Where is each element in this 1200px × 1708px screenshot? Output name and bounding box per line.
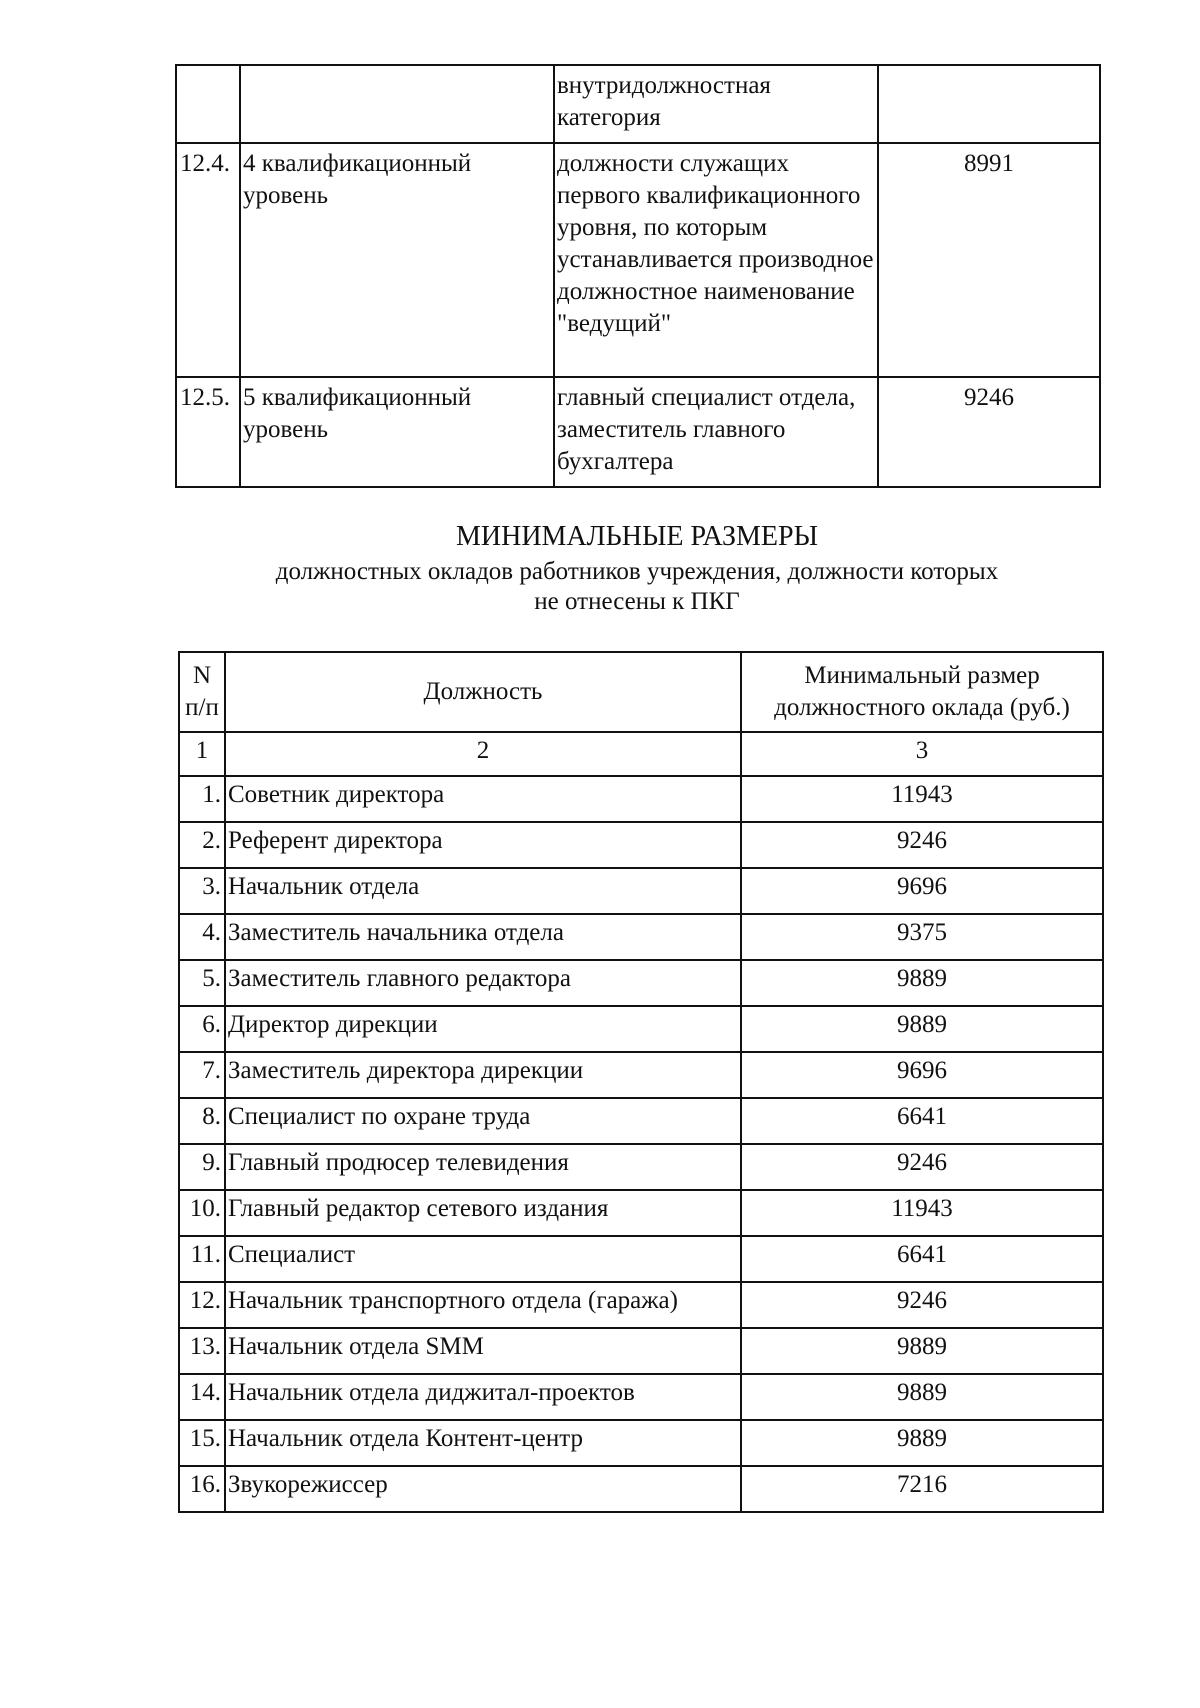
salary-cell: 9246 — [878, 377, 1100, 487]
section-subtitle-line1: должностных окладов работников учреждения, должности которых — [275, 558, 999, 585]
row-number-cell: 11. — [179, 1236, 225, 1282]
table-row — [179, 1190, 1103, 1236]
position-cell: Специалист — [225, 1236, 741, 1282]
table-row — [179, 1006, 1103, 1052]
table-row — [179, 914, 1103, 960]
position-cell: Заместитель начальника отдела — [225, 914, 741, 960]
position-cell: Заместитель главного редактора — [225, 960, 741, 1006]
row-number-cell: 12.5. — [176, 377, 240, 487]
table-row — [176, 377, 1100, 487]
table-row — [179, 1328, 1103, 1374]
salary-cell: 9889 — [741, 960, 1103, 1006]
positions-cell: должности служащих первого квалификационного уровня, по которым устанавливается производное должностное наименование "ведущий" — [554, 143, 878, 377]
row-number-cell: 12. — [179, 1282, 225, 1328]
table-row — [179, 1282, 1103, 1328]
salary-cell: 9889 — [741, 1374, 1103, 1420]
row-number-cell: 15. — [179, 1420, 225, 1466]
salaries-table-body — [179, 776, 1103, 1512]
salary-cell: 9889 — [741, 1006, 1103, 1052]
salary-cell: 11943 — [741, 1190, 1103, 1236]
positions-cell: главный специалист отдела, заместитель главного бухгалтера — [554, 377, 878, 487]
position-cell: Директор дирекции — [225, 1006, 741, 1052]
row-number-cell: 7. — [179, 1052, 225, 1098]
table-row — [179, 1144, 1103, 1190]
qualification-levels-table — [175, 64, 1101, 488]
table-row — [179, 822, 1103, 868]
row-number-cell: 4. — [179, 914, 225, 960]
table-row — [179, 1374, 1103, 1420]
salary-cell: 9375 — [741, 914, 1103, 960]
positions-cell: внутридолжностная категория — [554, 65, 878, 143]
salary-cell: 9246 — [741, 1282, 1103, 1328]
row-number-cell: 10. — [179, 1190, 225, 1236]
salary-cell: 7216 — [741, 1466, 1103, 1512]
column-index-3: 3 — [741, 732, 1103, 776]
table-row — [176, 143, 1100, 377]
position-cell: Референт директора — [225, 822, 741, 868]
row-number-cell: 1. — [179, 776, 225, 822]
salary-cell: 11943 — [741, 776, 1103, 822]
table-row — [176, 65, 1100, 143]
header-number: N п/п — [179, 652, 225, 732]
header-salary: Минимальный размер должностного оклада (руб.) — [741, 652, 1103, 732]
salary-cell: 9246 — [741, 822, 1103, 868]
table-row — [179, 1098, 1103, 1144]
position-cell: Начальник отдела диджитал-проектов — [225, 1374, 741, 1420]
row-number-cell: 9. — [179, 1144, 225, 1190]
salary-cell — [878, 65, 1100, 143]
table-row — [179, 960, 1103, 1006]
row-number-cell: 2. — [179, 822, 225, 868]
row-number-cell: 16. — [179, 1466, 225, 1512]
section-subtitle-line2: не отнесены к ПКГ — [534, 588, 740, 615]
table-row — [179, 1420, 1103, 1466]
position-cell: Начальник отдела SMM — [225, 1328, 741, 1374]
position-cell: Начальник транспортного отдела (гаража) — [225, 1282, 741, 1328]
table-row — [179, 1466, 1103, 1512]
salary-cell: 9246 — [741, 1144, 1103, 1190]
salary-cell: 6641 — [741, 1098, 1103, 1144]
header-position: Должность — [225, 652, 741, 732]
table-row — [179, 868, 1103, 914]
position-cell: Заместитель директора дирекции — [225, 1052, 741, 1098]
salary-cell: 9696 — [741, 1052, 1103, 1098]
table-row — [179, 776, 1103, 822]
column-index-row — [179, 732, 1103, 776]
position-cell: Главный продюсер телевидения — [225, 1144, 741, 1190]
column-index-2: 2 — [225, 732, 741, 776]
table-header-row — [179, 652, 1103, 732]
position-cell: Начальник отдела — [225, 868, 741, 914]
table-row — [179, 1236, 1103, 1282]
level-cell: 4 квалификационный уровень — [240, 143, 554, 377]
section-title: МИНИМАЛЬНЫЕ РАЗМЕРЫ — [455, 521, 819, 552]
position-cell: Советник директора — [225, 776, 741, 822]
row-number-cell — [176, 65, 240, 143]
position-cell: Начальник отдела Контент-центр — [225, 1420, 741, 1466]
table-row — [179, 1052, 1103, 1098]
row-number-cell: 3. — [179, 868, 225, 914]
row-number-cell: 6. — [179, 1006, 225, 1052]
row-number-cell: 5. — [179, 960, 225, 1006]
salary-cell: 9889 — [741, 1328, 1103, 1374]
minimum-salaries-table — [178, 651, 1104, 1513]
row-number-cell: 13. — [179, 1328, 225, 1374]
position-cell: Главный редактор сетевого издания — [225, 1190, 741, 1236]
salary-cell: 9889 — [741, 1420, 1103, 1466]
row-number-cell: 8. — [179, 1098, 225, 1144]
row-number-cell: 14. — [179, 1374, 225, 1420]
position-cell: Специалист по охране труда — [225, 1098, 741, 1144]
salary-cell: 8991 — [878, 143, 1100, 377]
salary-cell: 6641 — [741, 1236, 1103, 1282]
position-cell: Звукорежиссер — [225, 1466, 741, 1512]
row-number-cell: 12.4. — [176, 143, 240, 377]
salary-cell: 9696 — [741, 868, 1103, 914]
column-index-1: 1 — [179, 732, 225, 776]
level-cell — [240, 65, 554, 143]
level-cell: 5 квалификационный уровень — [240, 377, 554, 487]
